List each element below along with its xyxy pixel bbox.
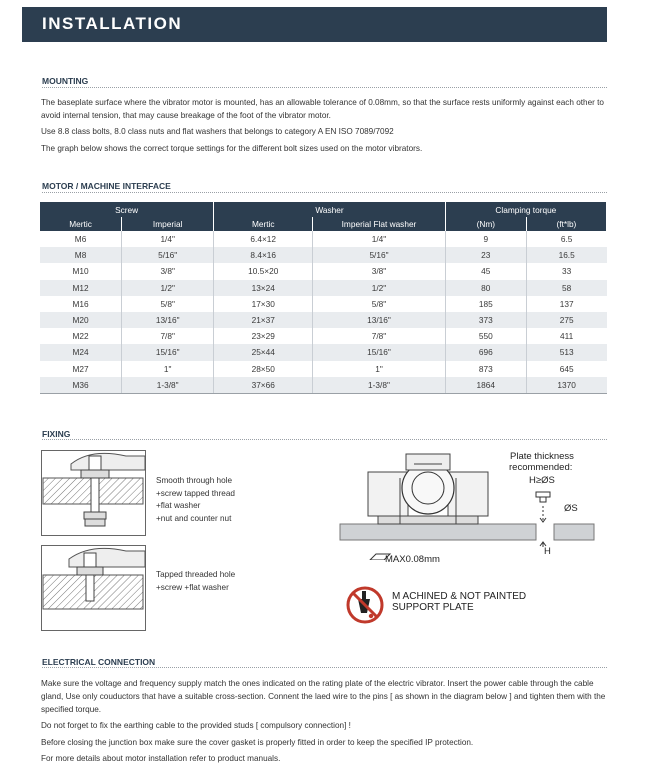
table-cell: 23 — [445, 247, 526, 263]
table-cell: 513 — [526, 344, 606, 360]
page-title: INSTALLATION — [42, 14, 183, 33]
electrical-title: ELECTRICAL CONNECTION — [42, 657, 156, 667]
fixing-divider — [42, 439, 607, 440]
table-cell: M12 — [40, 280, 122, 296]
warning-text — [392, 591, 526, 613]
electrical-paragraph-1: Make sure the voltage and frequency supply match the ones indicated on the rating plate of the electric vibrator. Insert the power cable through the cable gland, Use only couductors that have a suitable cross-section. Connent the laed wire to the pins [ as shown in the diagram below ] and tighten them with the specified torque. — [41, 679, 606, 714]
tapped-hole-drawing — [41, 545, 146, 631]
option2-line: +screw +flat washer — [156, 582, 229, 592]
table-row — [40, 312, 607, 328]
group-washer: Washer — [214, 202, 446, 217]
table-row — [40, 361, 607, 377]
table-cell: 185 — [445, 296, 526, 312]
electrical-paragraph-3: Before closing the junction box make sure the cover gasket is properly fitted in order to keep the specified IP protection. — [41, 738, 474, 747]
table-cell: 17×30 — [214, 296, 313, 312]
header-banner — [22, 7, 607, 42]
table-cell: 7/8" — [122, 328, 214, 344]
table-cell: 3/8" — [122, 263, 214, 279]
mounting-divider — [42, 87, 607, 88]
table-cell: 873 — [445, 361, 526, 377]
col-header: Mertic — [214, 217, 313, 231]
fixing-title: FIXING — [42, 429, 71, 439]
table-row — [40, 296, 607, 312]
table-cell: 1-3/8" — [122, 377, 214, 394]
table-cell: M20 — [40, 312, 122, 328]
table-cell: 5/16" — [122, 247, 214, 263]
mounting-paragraph-3: The graph below shows the correct torque settings for the different bolt sizes used on the motor vibrators. — [41, 144, 423, 153]
height-label: H — [544, 546, 551, 557]
table-cell: 1864 — [445, 377, 526, 394]
table-cell: 13/16" — [313, 312, 446, 328]
table-cell: 6.4×12 — [214, 231, 313, 247]
table-cell: 645 — [526, 361, 606, 377]
table-cell: 5/8" — [122, 296, 214, 312]
col-header: (ft*lb) — [526, 217, 606, 231]
col-header: Imperial Flat washer — [313, 217, 446, 231]
electrical-paragraph-2: Do not forget to fix the earthing cable to the provided studs [ compulsory connection] ! — [41, 721, 351, 730]
electrical-divider — [42, 667, 607, 668]
table-row — [40, 328, 607, 344]
table-cell: 7/8" — [313, 328, 446, 344]
table-row — [40, 263, 607, 279]
option1-line: +flat washer — [156, 501, 201, 510]
table-cell: 13×24 — [214, 280, 313, 296]
plate-thickness-label-2: recommended: — [509, 462, 573, 473]
electrical-paragraph-4: For more details about motor installation refer to product manuals. — [41, 754, 281, 763]
table-cell: 1/2" — [313, 280, 446, 296]
table-cell: 1" — [313, 361, 446, 377]
table-body — [40, 231, 607, 393]
option1-line: +screw tapped thread — [156, 488, 235, 498]
interface-divider — [42, 192, 607, 193]
flatness-label: MAX0.08mm — [385, 554, 440, 565]
diameter-label: ØS — [564, 503, 578, 514]
group-clamping-torque: Clamping torque — [445, 202, 606, 217]
table-cell: M27 — [40, 361, 122, 377]
table-cell: 15/16" — [122, 344, 214, 360]
table-cell: 3/8" — [313, 263, 446, 279]
table-row — [40, 377, 607, 394]
table-cell: M36 — [40, 377, 122, 394]
table-cell: 275 — [526, 312, 606, 328]
col-header: Mertic — [40, 217, 122, 231]
table-cell: 28×50 — [214, 361, 313, 377]
option1-text — [156, 475, 235, 525]
plate-thickness-label — [510, 451, 574, 462]
table-cell: 1" — [122, 361, 214, 377]
table-cell: M10 — [40, 263, 122, 279]
torque-table — [40, 202, 607, 394]
table-cell: 58 — [526, 280, 606, 296]
table-row — [40, 247, 607, 263]
table-cell: M8 — [40, 247, 122, 263]
table-cell: 137 — [526, 296, 606, 312]
col-header: Imperial — [122, 217, 214, 231]
table-cell: 9 — [445, 231, 526, 247]
table-cell: 21×37 — [214, 312, 313, 328]
table-cell: 13/16" — [122, 312, 214, 328]
table-cell: 5/16" — [313, 247, 446, 263]
option2-text — [156, 569, 235, 594]
table-cell: 1-3/8" — [313, 377, 446, 394]
plate-label-line: Plate thickness — [510, 451, 574, 462]
table-cell: 1370 — [526, 377, 606, 394]
warning-line: M ACHINED & NOT PAINTED — [392, 591, 527, 602]
table-row — [40, 280, 607, 296]
table-cell: 5/8" — [313, 296, 446, 312]
table-cell: 696 — [445, 344, 526, 360]
table-cell: 15/16" — [313, 344, 446, 360]
table-cell: 8.4×16 — [214, 247, 313, 263]
table-row — [40, 344, 607, 360]
table-cell: 37×66 — [214, 377, 313, 394]
table-cell: M16 — [40, 296, 122, 312]
table-row — [40, 231, 607, 247]
table-cell: 411 — [526, 328, 606, 344]
table-cell: 1/4" — [313, 231, 446, 247]
table-cell: 6.5 — [526, 231, 606, 247]
interface-title: MOTOR / MACHINE INTERFACE — [42, 181, 171, 191]
col-header: (Nm) — [445, 217, 526, 231]
table-cell: 25×44 — [214, 344, 313, 360]
no-paint-icon — [345, 585, 385, 625]
warning-line: SUPPORT PLATE — [392, 602, 474, 613]
group-screw: Screw — [40, 202, 214, 217]
table-group-header — [40, 202, 607, 217]
table-cell: 45 — [445, 263, 526, 279]
table-cell: 373 — [445, 312, 526, 328]
table-cell: 1/4" — [122, 231, 214, 247]
mounting-paragraph-2: Use 8.8 class bolts, 8.0 class nuts and flat washers that belongs to category A EN ISO 7089/7092 — [41, 127, 394, 136]
option2-line: Tapped threaded hole — [156, 570, 236, 579]
table-cell: 23×29 — [214, 328, 313, 344]
table-cell: 1/2" — [122, 280, 214, 296]
mounting-title: MOUNTING — [42, 76, 89, 86]
mounting-paragraph-1: The baseplate surface where the vibrator motor is mounted, has an allowable tolerance of 0.08mm, so that the surface rests uniformly against each other to avoid internal tension, that may cause breakage of the foot of the vibrator motor. — [41, 98, 604, 120]
table-cell: 80 — [445, 280, 526, 296]
table-cell: 550 — [445, 328, 526, 344]
table-cell: M6 — [40, 231, 122, 247]
table-cell: 33 — [526, 263, 606, 279]
option1-line: +nut and counter nut — [156, 513, 232, 523]
table-cell: 10.5×20 — [214, 263, 313, 279]
through-hole-drawing — [41, 450, 146, 536]
table-cell: M24 — [40, 344, 122, 360]
formula-label: H≥ØS — [529, 475, 555, 486]
option1-line: Smooth through hole — [156, 476, 233, 485]
table-cell: 16.5 — [526, 247, 606, 263]
table-cell: M22 — [40, 328, 122, 344]
table-column-header — [40, 217, 607, 231]
